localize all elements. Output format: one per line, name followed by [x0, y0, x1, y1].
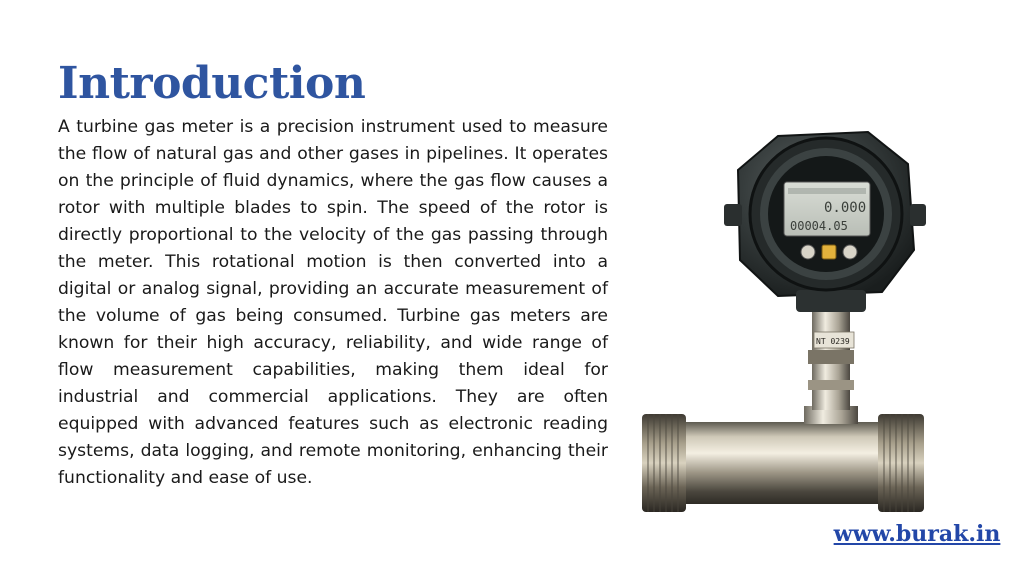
meter-reading-bottom: 00004.05 — [790, 219, 848, 233]
slide-title: Introduction — [58, 58, 366, 109]
intro-paragraph: A turbine gas meter is a precision instrument used to measure the flow of natural gas and other gases in pipelines. It operates on the principle of fluid dynamics, where the gas flow causes a rotor with multiple blades to spin. The speed of the rotor is directly proportional to the velocity of the gas passing through the meter. This rotational motion is then converted into a digital or analog signal, providing an accurate measurement of the volume of gas being consumed. Turbine gas meters are known for their high accuracy, reliability, and wide range of flow measurement capabilities, making them ideal for industrial and commercial applications. They are often equipped with advanced features such as electronic reading systems, data logging, and remote monitoring, enhancing their functionality and ease of use. — [58, 117, 608, 488]
meter-reading-top: 0.000 — [824, 200, 867, 216]
meter-tag-label: NT 0239 — [816, 337, 850, 346]
turbine-gas-meter-image — [628, 110, 1008, 520]
website-link[interactable]: www.burak.in — [833, 521, 1001, 547]
